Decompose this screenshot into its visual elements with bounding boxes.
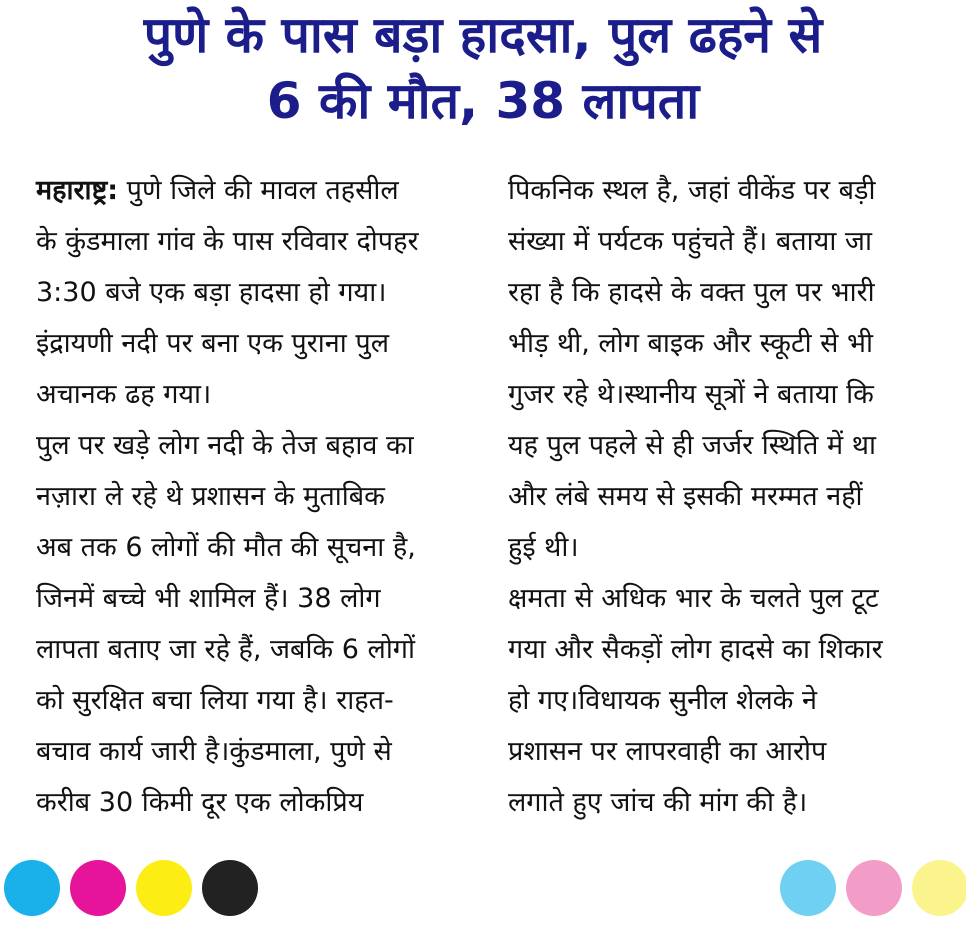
magenta-dot — [70, 860, 126, 916]
article-line: जिनमें बच्चे भी शामिल हैं। 38 लोग — [36, 583, 381, 614]
article-line: गुजर रहे थे।स्थानीय सूत्रों ने बताया कि — [508, 379, 874, 410]
headline-line-2: 6 की मौत, 38 लापता — [266, 72, 700, 130]
yellow-dot — [136, 860, 192, 916]
article-line: को सुरक्षित बचा लिया गया है। राहत- — [36, 685, 394, 716]
article-line: इंद्रायणी नदी पर बना एक पुराना पुल — [36, 328, 390, 359]
article-line: और लंबे समय से इसकी मरम्मत नहीं — [508, 481, 863, 512]
article-line: हुई थी। — [508, 532, 579, 563]
article-line: लापता बताए जा रहे हैं, जबकि 6 लोगों — [36, 634, 416, 665]
headline — [0, 2, 966, 134]
article-line: भीड़ थी, लोग बाइक और स्कूटी से भी — [508, 328, 873, 359]
article-line: लगाते हुए जांच की मांग की है। — [508, 787, 808, 818]
article-line: पिकनिक स्थल है, जहां वीकेंड पर बड़ी — [508, 175, 876, 206]
article-line: प्रशासन पर लापरवाही का आरोप — [508, 736, 827, 767]
article-line-text: पुणे जिले की मावल तहसील — [126, 175, 399, 206]
article-line — [36, 165, 481, 216]
article-line: क्षमता से अधिक भार के चलते पुल टूट — [508, 583, 879, 614]
article-line: पुल पर खड़े लोग नदी के तेज बहाव का — [36, 430, 414, 461]
article-line: रहा है कि हादसे के वक्त पुल पर भारी — [508, 277, 875, 308]
article-column-right — [508, 165, 948, 828]
article-line: हो गए।विधायक सुनील शेलके ने — [508, 685, 817, 716]
article-line: अब तक 6 लोगों की मौत की सूचना है, — [36, 532, 416, 563]
light-cyan-dot — [780, 860, 836, 916]
cyan-dot — [4, 860, 60, 916]
light-magenta-dot — [846, 860, 902, 916]
article-line: करीब 30 किमी दूर एक लोकप्रिय — [36, 787, 364, 818]
black-dot — [202, 860, 258, 916]
article-column-left — [36, 165, 481, 828]
headline-line-1: पुणे के पास बड़ा हादसा, पुल ढहने से — [143, 6, 823, 64]
article-line: 3:30 बजे एक बड़ा हादसा हो गया। — [36, 277, 387, 308]
article-line: के कुंडमाला गांव के पास रविवार दोपहर — [36, 226, 419, 257]
article-line: नज़ारा ले रहे थे प्रशासन के मुताबिक — [36, 481, 385, 512]
article-line: बचाव कार्य जारी है।कुंडमाला, पुणे से — [36, 736, 392, 767]
article-line: अचानक ढह गया। — [36, 379, 212, 410]
article-line: यह पुल पहले से ही जर्जर स्थिति में था — [508, 430, 876, 461]
dateline: महाराष्ट्र: — [36, 175, 119, 206]
light-yellow-dot — [912, 860, 966, 916]
article-line: संख्या में पर्यटक पहुंचते हैं। बताया जा — [508, 226, 872, 257]
article-line: गया और सैकड़ों लोग हादसे का शिकार — [508, 634, 883, 665]
